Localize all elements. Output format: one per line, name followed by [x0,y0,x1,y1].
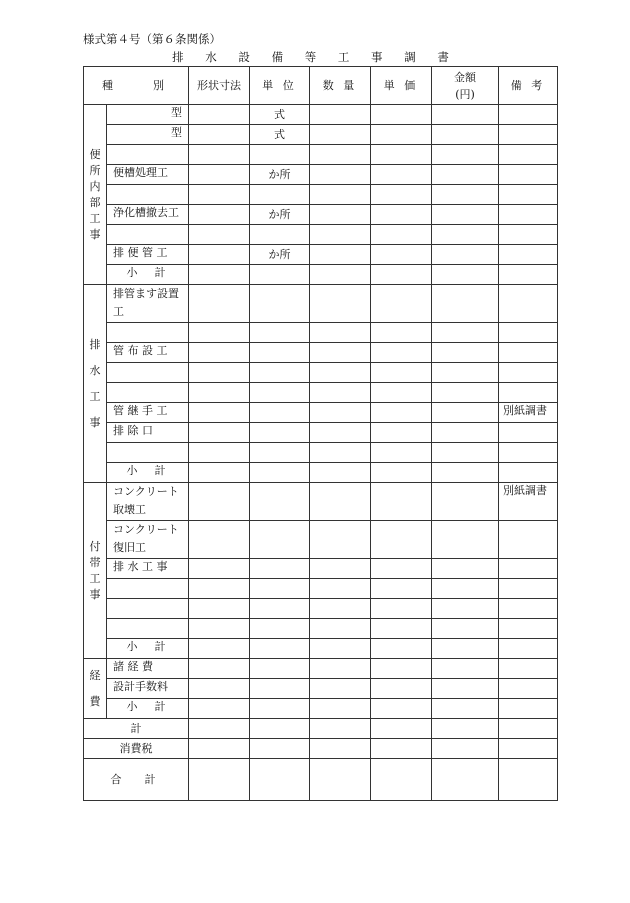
cell-amount[interactable] [432,659,499,679]
cell-dimensions[interactable] [189,105,250,125]
section-char: 部 [89,195,101,209]
cell-remarks[interactable] [499,285,558,323]
cell-dimensions[interactable] [189,619,250,639]
cell-remarks[interactable] [499,343,558,363]
item-drain-pipe: 排 便 管 工 [107,245,189,265]
cell-amount[interactable] [432,679,499,699]
header-kind: 種 別 [84,67,189,105]
cell-unit[interactable] [250,463,310,483]
section-expenses [84,659,107,719]
section-char: 排 [89,337,101,351]
cell-amount[interactable] [432,323,499,343]
subtotal-label: 小 計 [107,639,189,659]
cell-unit-price[interactable] [371,423,432,443]
cell-quantity[interactable] [310,719,371,739]
cell-dimensions[interactable] [189,383,250,403]
section-char: 工 [89,211,101,225]
header-amount-currency: (円) [455,87,475,101]
cell-unit-price[interactable] [371,443,432,463]
table-row [84,759,558,801]
table-row [84,659,558,679]
cell-quantity[interactable] [310,225,371,245]
cell-quantity[interactable] [310,699,371,719]
cell-amount[interactable] [432,105,499,125]
cell-unit-price[interactable] [371,559,432,579]
cell-amount[interactable] [432,463,499,483]
cell-unit-price[interactable] [371,521,432,559]
cell-unit-price[interactable] [371,265,432,285]
cell-unit[interactable] [250,579,310,599]
cell-remarks[interactable] [499,423,558,443]
subtotal-label: 小 計 [107,699,189,719]
cell-remarks[interactable] [499,245,558,265]
cell-amount[interactable] [432,245,499,265]
table-row [84,521,558,559]
item-concrete-restore: コンクリート復旧工 [107,521,189,559]
item-type-1: 型 [107,105,189,125]
subtotal-label: 小 計 [107,265,189,285]
cell-amount[interactable] [432,759,499,801]
cell-unit[interactable] [250,599,310,619]
section-char: 内 [89,179,101,193]
table-row [84,285,558,323]
section-char: 事 [89,415,101,429]
cell-dimensions[interactable] [189,403,250,423]
cell-quantity[interactable] [310,363,371,383]
cell-amount[interactable] [432,443,499,463]
table-row [84,265,558,285]
cell-unit-price[interactable] [371,403,432,423]
cell-amount[interactable] [432,521,499,559]
cell-unit[interactable] [250,659,310,679]
section-toilet-interior [84,105,107,285]
cell-quantity[interactable] [310,205,371,225]
header-remarks: 備 考 [499,67,558,105]
table-row [84,165,558,185]
cell-quantity[interactable] [310,383,371,403]
item-design-fee: 設計手数料 [107,679,189,699]
cell-dimensions[interactable] [189,699,250,719]
cell-remarks[interactable] [499,699,558,719]
cell-remarks[interactable] [499,205,558,225]
table-row [84,559,558,579]
item-pipe-joint: 管 継 手 工 [107,403,189,423]
item-pit-install: 排管ます設置工 [107,285,189,323]
cell-dimensions[interactable] [189,759,250,801]
cell-amount[interactable] [432,383,499,403]
section-char: 事 [89,227,101,241]
item-blank[interactable] [107,383,189,403]
cell-quantity[interactable] [310,759,371,801]
cell-remarks[interactable] [499,659,558,679]
header-amount [432,67,499,105]
cell-remarks[interactable] [499,363,558,383]
cell-unit[interactable] [250,639,310,659]
header-unit: 単 位 [250,67,310,105]
cell-unit[interactable] [250,443,310,463]
item-blank[interactable] [107,363,189,383]
cell-unit-price[interactable] [371,245,432,265]
item-blank[interactable] [107,579,189,599]
cell-unit[interactable] [250,739,310,759]
section-ancillary [84,483,107,659]
cell-remarks[interactable] [499,599,558,619]
cell-unit[interactable] [250,225,310,245]
cell-unit[interactable] [250,483,310,521]
form-number: 様式第４号（第６条関係） [83,32,221,46]
cell-remarks[interactable] [499,443,558,463]
cell-unit-price[interactable] [371,285,432,323]
header-unit-price: 単 価 [371,67,432,105]
table-row [84,205,558,225]
section-char: 便 [89,147,101,161]
cell-unit-price[interactable] [371,225,432,245]
cell-remarks[interactable] [499,679,558,699]
table-row [84,739,558,759]
cell-unit[interactable] [250,559,310,579]
cell-unit-price[interactable] [371,579,432,599]
cell-unit-price[interactable] [371,185,432,205]
cell-dimensions[interactable] [189,363,250,383]
table-row [84,145,558,165]
cell-amount[interactable] [432,699,499,719]
cell-amount[interactable] [432,599,499,619]
cell-remarks[interactable] [499,125,558,145]
item-blank[interactable] [107,443,189,463]
cell-amount[interactable] [432,483,499,521]
cell-unit-price[interactable] [371,599,432,619]
cell-unit-price[interactable] [371,323,432,343]
cell-amount[interactable] [432,619,499,639]
table-row [84,363,558,383]
cell-amount[interactable] [432,285,499,323]
cell-dimensions[interactable] [189,423,250,443]
cell-remarks[interactable] [499,759,558,801]
cell-quantity[interactable] [310,125,371,145]
cell-unit[interactable] [250,759,310,801]
cell-quantity[interactable] [310,105,371,125]
section-char: 工 [89,571,101,585]
table-row [84,443,558,463]
remarks-separate-sheet: 別紙調書 [499,483,558,521]
cell-dimensions[interactable] [189,559,250,579]
header-quantity: 数 量 [310,67,371,105]
cell-amount[interactable] [432,205,499,225]
cell-quantity[interactable] [310,443,371,463]
cell-dimensions[interactable] [189,145,250,165]
cell-remarks[interactable] [499,165,558,185]
cell-dimensions[interactable] [189,225,250,245]
table-row [84,343,558,363]
cell-unit[interactable] [250,323,310,343]
cell-remarks[interactable] [499,559,558,579]
item-drain-work: 排 水 工 事 [107,559,189,579]
cell-amount[interactable] [432,363,499,383]
table-row [84,125,558,145]
table-row [84,719,558,739]
cell-unit-price[interactable] [371,699,432,719]
section-char: 費 [89,694,101,708]
cell-dimensions[interactable] [189,739,250,759]
table-row [84,619,558,639]
table-row [84,599,558,619]
item-blank[interactable] [107,323,189,343]
table-row [84,323,558,343]
table-row [84,403,558,423]
cell-unit-price[interactable] [371,759,432,801]
unit-cell: か所 [250,245,310,265]
cell-quantity[interactable] [310,285,371,323]
item-blank[interactable] [107,185,189,205]
cell-dimensions[interactable] [189,679,250,699]
item-blank[interactable] [107,225,189,245]
cell-dimensions[interactable] [189,463,250,483]
table-row [84,463,558,483]
cell-unit[interactable] [250,285,310,323]
grand-total-label: 合 計 [84,759,189,801]
cell-remarks[interactable] [499,639,558,659]
cell-unit[interactable] [250,699,310,719]
cell-quantity[interactable] [310,403,371,423]
cell-unit[interactable] [250,719,310,739]
cell-dimensions[interactable] [189,659,250,679]
cell-unit-price[interactable] [371,105,432,125]
cell-remarks[interactable] [499,225,558,245]
cell-remarks[interactable] [499,265,558,285]
cell-remarks[interactable] [499,719,558,739]
cell-quantity[interactable] [310,323,371,343]
table-row [84,579,558,599]
item-outlet: 排 除 口 [107,423,189,443]
cell-amount[interactable] [432,559,499,579]
cell-quantity[interactable] [310,619,371,639]
cell-dimensions[interactable] [189,521,250,559]
cell-dimensions[interactable] [189,599,250,619]
cell-quantity[interactable] [310,483,371,521]
item-pipe-laying: 管 布 設 工 [107,343,189,363]
section-drainage [84,285,107,483]
unit-cell: か所 [250,165,310,185]
cell-remarks[interactable] [499,739,558,759]
cell-dimensions[interactable] [189,265,250,285]
cell-unit-price[interactable] [371,659,432,679]
cell-remarks[interactable] [499,145,558,165]
unit-cell: 式 [250,125,310,145]
table-row [84,225,558,245]
cell-unit[interactable] [250,383,310,403]
cell-quantity[interactable] [310,145,371,165]
cell-dimensions[interactable] [189,719,250,739]
item-type-2: 型 [107,125,189,145]
table-row [84,699,558,719]
cell-dimensions[interactable] [189,165,250,185]
cell-unit-price[interactable] [371,383,432,403]
cell-amount[interactable] [432,343,499,363]
cell-remarks[interactable] [499,463,558,483]
cell-quantity[interactable] [310,423,371,443]
cell-unit-price[interactable] [371,483,432,521]
cell-unit-price[interactable] [371,739,432,759]
subtotal-label: 小 計 [107,463,189,483]
cell-quantity[interactable] [310,185,371,205]
cell-quantity[interactable] [310,265,371,285]
cell-unit[interactable] [250,185,310,205]
section-char: 経 [89,668,101,682]
cell-dimensions[interactable] [189,185,250,205]
cell-unit-price[interactable] [371,463,432,483]
table-row [84,105,558,125]
cell-dimensions[interactable] [189,343,250,363]
section-char: 付 [89,539,101,553]
cell-remarks[interactable] [499,323,558,343]
cell-amount[interactable] [432,403,499,423]
cell-unit[interactable] [250,403,310,423]
cell-unit[interactable] [250,679,310,699]
section-char: 所 [89,163,101,177]
cell-quantity[interactable] [310,679,371,699]
total-label: 計 [84,719,189,739]
item-blank[interactable] [107,619,189,639]
item-blank[interactable] [107,145,189,165]
cell-quantity[interactable] [310,579,371,599]
cell-unit-price[interactable] [371,639,432,659]
unit-cell: 式 [250,105,310,125]
table-row [84,483,558,521]
cell-quantity[interactable] [310,343,371,363]
cell-remarks[interactable] [499,521,558,559]
cell-unit-price[interactable] [371,363,432,383]
cell-quantity[interactable] [310,463,371,483]
cell-unit-price[interactable] [371,343,432,363]
cell-amount[interactable] [432,739,499,759]
cell-dimensions[interactable] [189,205,250,225]
section-char: 水 [89,363,101,377]
section-char: 事 [89,587,101,601]
cell-unit[interactable] [250,423,310,443]
table-row [84,245,558,265]
cell-dimensions[interactable] [189,483,250,521]
table-row [84,423,558,443]
cell-unit-price[interactable] [371,719,432,739]
cell-amount[interactable] [432,719,499,739]
cell-unit[interactable] [250,265,310,285]
cell-remarks[interactable] [499,105,558,125]
cell-unit[interactable] [250,145,310,165]
cell-unit-price[interactable] [371,679,432,699]
table-row [84,679,558,699]
remarks-separate-sheet: 別紙調書 [499,403,558,423]
item-septic-removal: 浄化槽撤去工 [107,205,189,225]
cell-dimensions[interactable] [189,285,250,323]
header-row [84,67,558,105]
item-concrete-demolish: コンクリート取壊工 [107,483,189,521]
cell-quantity[interactable] [310,659,371,679]
table-row [84,185,558,205]
cell-amount[interactable] [432,423,499,443]
cell-dimensions[interactable] [189,443,250,463]
cell-dimensions[interactable] [189,639,250,659]
cell-unit[interactable] [250,363,310,383]
cell-quantity[interactable] [310,599,371,619]
table-row [84,383,558,403]
cell-unit[interactable] [250,521,310,559]
item-misc-expenses: 諸 経 費 [107,659,189,679]
cell-unit[interactable] [250,619,310,639]
header-dimensions: 形状寸法 [189,67,250,105]
unit-cell: か所 [250,205,310,225]
cell-unit-price[interactable] [371,205,432,225]
section-char: 工 [89,389,101,403]
cell-amount[interactable] [432,639,499,659]
cell-unit-price[interactable] [371,165,432,185]
section-char: 帯 [89,555,101,569]
cell-quantity[interactable] [310,739,371,759]
work-statement-table [83,66,558,801]
header-amount-label: 金額 [454,70,476,84]
table-row [84,639,558,659]
cell-quantity[interactable] [310,165,371,185]
cell-dimensions[interactable] [189,125,250,145]
cell-unit-price[interactable] [371,619,432,639]
item-blank[interactable] [107,599,189,619]
cell-amount[interactable] [432,185,499,205]
cell-remarks[interactable] [499,185,558,205]
cell-unit-price[interactable] [371,145,432,165]
cell-quantity[interactable] [310,521,371,559]
cell-quantity[interactable] [310,639,371,659]
cell-unit-price[interactable] [371,125,432,145]
cell-dimensions[interactable] [189,323,250,343]
cell-remarks[interactable] [499,579,558,599]
cell-unit[interactable] [250,343,310,363]
cell-dimensions[interactable] [189,579,250,599]
document-title: 排 水 設 備 等 工 事 調 書 [172,50,458,64]
cell-amount[interactable] [432,225,499,245]
cell-remarks[interactable] [499,383,558,403]
cell-amount[interactable] [432,165,499,185]
cell-amount[interactable] [432,125,499,145]
cell-amount[interactable] [432,579,499,599]
cell-amount[interactable] [432,145,499,165]
cell-amount[interactable] [432,265,499,285]
tax-label: 消費税 [84,739,189,759]
cell-quantity[interactable] [310,245,371,265]
item-tank-treatment: 便槽処理工 [107,165,189,185]
cell-dimensions[interactable] [189,245,250,265]
cell-remarks[interactable] [499,619,558,639]
cell-quantity[interactable] [310,559,371,579]
